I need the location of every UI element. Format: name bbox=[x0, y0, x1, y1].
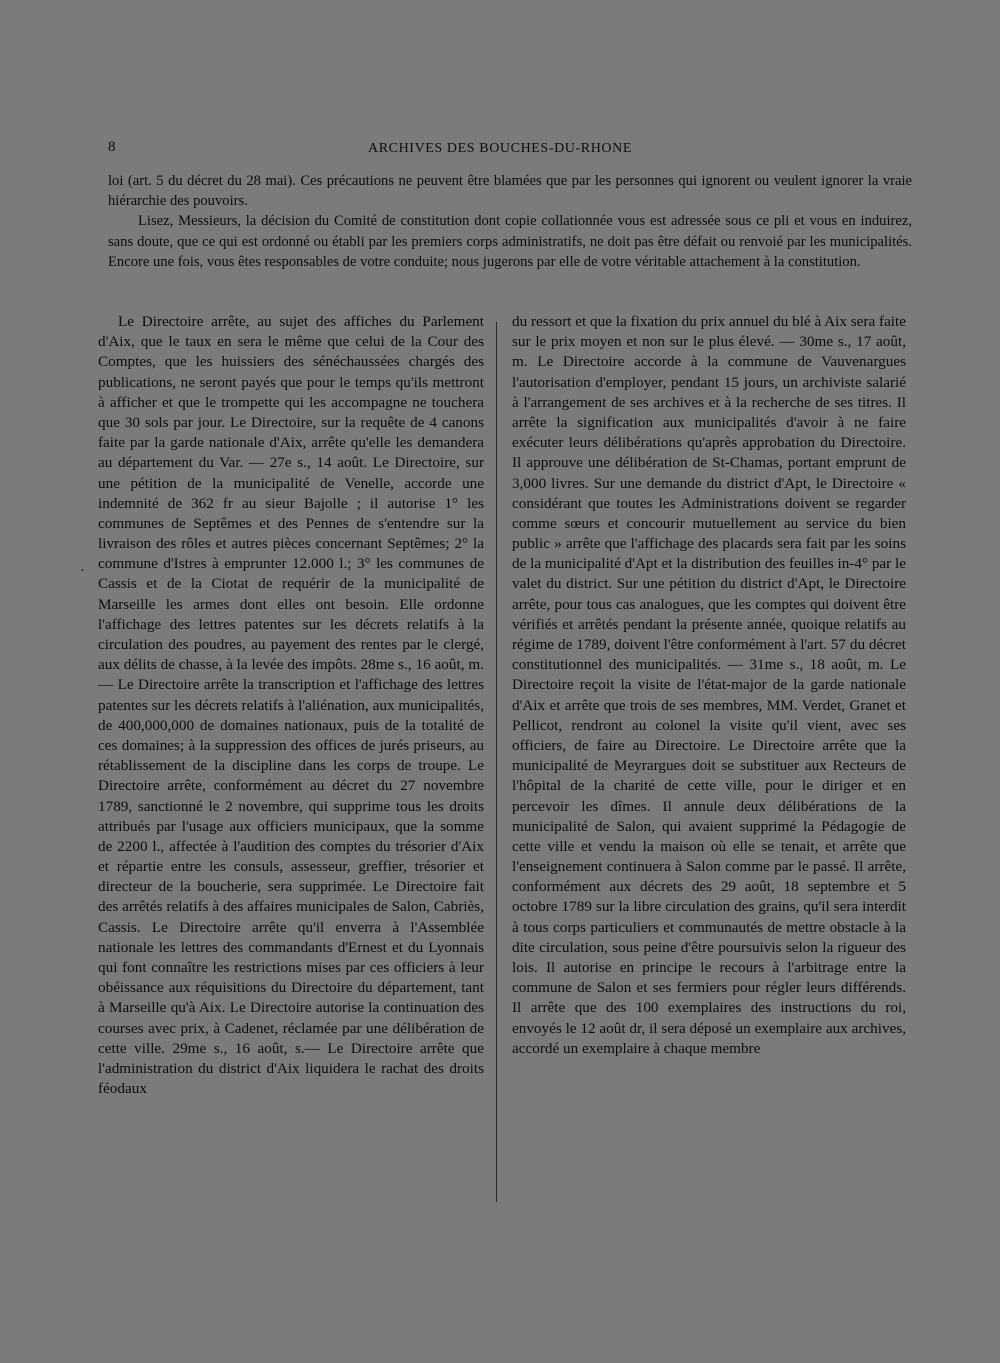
intro-paragraph: loi (art. 5 du décret du 28 mai). Ces précautions ne peuvent être blamées que par les personnes qui ignorent ou veulent ignorer la vraie hiérarchie des pouvoirs. bbox=[108, 173, 912, 210]
column-left bbox=[98, 312, 484, 1099]
intro-block bbox=[108, 171, 912, 272]
column-right-text: du ressort et que la fixation du prix annuel du blé à Aix sera faite sur le prix moyen et non sur le plus élevé. — 30me s., 17 août, m. Le Directoire accorde à la commune de Vauvenargues l'autorisation d'employer, pendant 15 jours, un archiviste salarié à l'arrangement de ses archives et à la recherche de ses titres. Il arrête la signification aux municipalités d'avoir à ne faire exécuter leurs délibérations qu'après approbation du Directoire. Il approuve une délibération de St-Chamas, portant emprunt de 3,000 livres. Sur une demande du district d'Apt, le Directoire « considérant que toutes les Administrations doivent se regarder comme sœurs et concourir mutuellement au service du bien public » arrête que l'affichage des placards sera fait par les soins de la municipalité d'Apt et la distribution des feuilles in-4° par le valet du district. Sur une pétition du district d'Apt, le Directoire arrête, pour tous cas analogues, que les comptes qui doivent être vérifiés et arrêtés pendant la présente année, quoique relatifs au régime de 1789, doivent l'être conformément à l'art. 57 du décret constitutionnel des municipalités. — 31me s., 18 août, m. Le Directoire reçoit la visite de l'état-major de la garde nationale d'Aix et arrête que trois de ses membres, MM. Verdet, Granet et Pellicot, rendront au colonel la visite qu'il vient, avec ses officiers, de faire au Directoire. Le Directoire arrête que la municipalité de Meyrargues doit se substituer aux Recteurs de l'hôpital de la charité de cette ville, pour le diriger et en percevoir les dîmes. Il annule deux délibérations de la municipalité de Salon, qui avaient supprimé la Pédagogie de cette ville et vendu la maison où elle se tenait, et arrête que l'enseignement continuera à Salon comme par le passé. Il arrête, conformément aux décrets des 29 août, 18 septembre et 5 octobre 1789 sur la libre circulation des grains, qu'il sera interdit à tous corps particuliers et communautés de mettre obstacle à la dite circulation, sous peine d'être poursuivis selon la rigueur des lois. Il autorise en principe le recours à l'arbitrage entre la commune de Salon et ses fermiers pour régler leurs différends. Il arrête que des 100 exemplaires des instructions du roi, envoyés le 12 août dr, il sera déposé un exemplaire aux archives, accordé un exemplaire à chaque membre bbox=[512, 313, 906, 1057]
column-left-text: Le Directoire arrête, au sujet des affiches du Parlement d'Aix, que le taux en sera le même que celui de la Cour des Comptes, que les huissiers des sénéchaussées chargés des publications, ne seront payés que pour le temps qu'ils mettront à afficher et que le trompette qui les accompagne ne touchera que 30 sols par jour. Le Directoire, sur la requête de 4 canons faite par la garde nationale d'Aix, arrête qu'elle les demandera au département du Var. — 27e s., 14 août. Le Directoire, sur une pétition de la municipalité de Venelle, accorde une indemnité de 362 fr au sieur Bajolle ; il autorise 1° les communes de Septêmes et des Pennes de s'entendre sur la livraison des rôles et autres pièces concernant Septêmes; 2° la commune d'Istres à emprunter 12.000 l.; 3° les communes de Cassis et de la Ciotat de requérir de la municipalité de Marseille les armes dont elles ont besoin. Elle ordonne l'affichage des lettres patentes sur les décrets relatifs à la circulation des poudres, au payement des rentes par le clergé, aux délits de chasse, à la levée des impôts. 28me s., 16 août, m. — Le Directoire arrête la transcription et l'affichage des lettres patentes sur les décrets relatifs à l'aliénation, aux municipalités, de 400,000,000 de domaines nationaux, puis de la totalité de ces domaines; à la suppression des offices de jurés priseurs, au rétablissement de la discipline dans les corps de troupe. Le Directoire arrête, conformément au décret du 27 novembre 1789, sanctionné le 2 novembre, qui supprime tous les droits attribués par l'usage aux officiers municipaux, que la somme de 2200 l., affectée à l'audition des comptes du trésorier d'Aix et répartie entre les consuls, assesseur, greffier, trésorier et directeur de la boucherie, sera supprimée. Le Directoire fait des arrêtés relatifs à des affaires municipales de Salon, Cabriès, Cassis. Le Directoire arrête qu'il enverra à l'Assemblée nationale les lettres des commandants d'Ernest et du Lyonnais qui font connaître les restrictions mises par ces officiers à leur obéissance aux réquisitions du Directoire du département, tant à Marseille qu'à Aix. Le Directoire autorise la continuation des courses avec prix, à Cadenet, réclamée par une délibération de cette ville. 29me s., 16 août, s.— Le Directoire arrête que l'administration du district d'Aix liquidera le rachat des droits féodaux bbox=[98, 313, 484, 1098]
running-title: ARCHIVES DES BOUCHES-DU-RHONE bbox=[368, 141, 632, 156]
column-right bbox=[512, 312, 906, 1059]
stray-dot: · bbox=[80, 563, 85, 579]
intro-paragraph: Lisez, Messieurs, la décision du Comité de constitution dont copie collationnée vous est adressée sous ce pli et vous en induirez, sans doute, que ce qui est ordonné ou établi par les premiers corps administratifs, ne doit pas être défait ou renvoié par les municipalités. Encore une fois, vous êtes responsables de votre conduite; nous jugerons par elle de votre véritable attachement à la constitution. bbox=[108, 213, 912, 270]
page-number: 8 bbox=[108, 139, 116, 155]
column-divider bbox=[496, 322, 497, 1202]
